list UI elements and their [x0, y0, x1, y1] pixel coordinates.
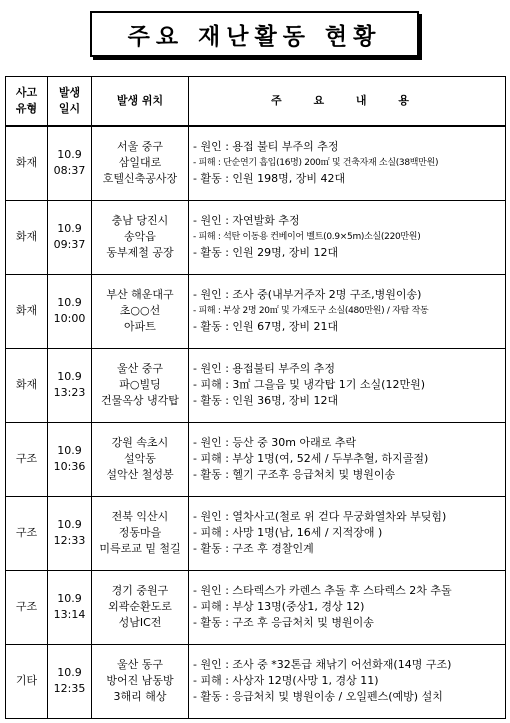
damage-line: - 피해 : 단순연기 흡입(16명) 200㎡ 및 건축자재 소실(38백만원) [193, 158, 439, 169]
incident-details [189, 422, 506, 496]
cause-line: - 원인 : 조사 중 *32톤급 채낚기 어선화재(14명 구조) [193, 658, 452, 671]
cause-line: - 원인 : 용접 불티 부주의 추정 [193, 140, 339, 154]
incident-details [189, 644, 506, 718]
incident-date: 10.9 [57, 518, 82, 531]
activity-line: - 활동 : 응급처치 및 병원이송 / 오일펜스(예방) 설치 [193, 690, 443, 703]
incident-type: 화재 [6, 348, 48, 422]
incident-time: 08:37 [53, 164, 86, 178]
incident-date: 10.9 [57, 592, 82, 605]
incident-details [189, 496, 506, 570]
table-row [6, 422, 506, 496]
activity-line: - 활동 : 인원 36명, 장비 12대 [193, 394, 339, 407]
incident-type: 기타 [6, 644, 48, 718]
incident-location [92, 200, 189, 274]
activity-line: - 활동 : 인원 29명, 장비 12대 [193, 246, 339, 259]
incident-datetime [48, 570, 92, 644]
header-main-content: 주 요 내 용 [189, 77, 506, 127]
incident-date: 10.9 [57, 148, 82, 162]
incident-datetime [48, 348, 92, 422]
incident-time: 10:36 [53, 460, 86, 473]
activity-line: - 활동 : 구조 후 경찰인계 [193, 542, 314, 555]
damage-line: - 피해 : 3㎡ 그을음 및 냉각탑 1기 소실(12만원) [193, 378, 425, 391]
damage-line: - 피해 : 부상 2명 20㎡ 및 가재도구 소실(480만원) / 자탐 작동 [193, 306, 429, 316]
disaster-activity-table [5, 76, 506, 719]
page-title: 주요 재난활동 현황 [90, 11, 419, 57]
location-line: 설악산 철성봉 [106, 468, 174, 481]
table-row [6, 570, 506, 644]
location-line: 외곽순환도로 [108, 600, 172, 613]
incident-datetime [48, 496, 92, 570]
table-row [6, 644, 506, 718]
location-line: 송악읍 [124, 230, 156, 243]
incident-type: 구조 [6, 422, 48, 496]
incident-type: 화재 [6, 126, 48, 200]
incident-location [92, 274, 189, 348]
location-line: 울산 중구 [116, 362, 163, 375]
activity-line: - 활동 : 인원 67명, 장비 21대 [193, 320, 339, 333]
location-line: 동부제철 공장 [106, 246, 174, 259]
table-row [6, 348, 506, 422]
activity-line: - 활동 : 인원 198명, 장비 42대 [193, 172, 346, 186]
incident-date: 10.9 [57, 296, 82, 309]
location-line: 아파트 [124, 320, 156, 333]
cause-line: - 원인 : 조사 중(내부거주자 2명 구조,병원이송) [193, 288, 422, 301]
incident-time: 09:37 [53, 238, 86, 251]
incident-location [92, 348, 189, 422]
incident-datetime [48, 422, 92, 496]
location-line: 전북 익산시 [111, 510, 169, 523]
location-line: 3해리 해상 [113, 690, 167, 703]
incident-type: 구조 [6, 570, 48, 644]
location-line: 충남 당진시 [111, 214, 169, 227]
table-row [6, 274, 506, 348]
cause-line: - 원인 : 등산 중 30m 아래로 추락 [193, 436, 357, 449]
incident-location [92, 496, 189, 570]
incident-datetime [48, 126, 92, 200]
incident-details [189, 200, 506, 274]
incident-time: 12:33 [53, 534, 86, 547]
incident-type: 화재 [6, 200, 48, 274]
location-line: 설악동 [124, 452, 156, 465]
incident-time: 10:00 [53, 312, 86, 325]
incident-datetime [48, 644, 92, 718]
header-incident-time: 발생 일시 [48, 77, 92, 127]
location-line: 강원 속초시 [111, 436, 169, 449]
incident-location [92, 570, 189, 644]
location-line: 정동마을 [118, 526, 162, 539]
location-line: 방어진 남동방 [106, 674, 174, 687]
damage-line: - 피해 : 부상 13명(중상1, 경상 12) [193, 600, 365, 613]
location-line: 부산 해운대구 [106, 288, 174, 301]
cause-line: - 원인 : 용접불티 부주의 추정 [193, 362, 336, 375]
table-row [6, 126, 506, 200]
incident-date: 10.9 [57, 222, 82, 235]
table-row [6, 200, 506, 274]
table-header-row [6, 77, 506, 127]
damage-line: - 피해 : 사상자 12명(사망 1, 경상 11) [193, 674, 379, 687]
location-line: 건물옥상 냉각탑 [101, 394, 179, 407]
cause-line: - 원인 : 스타렉스가 카렌스 추돌 후 스타렉스 2차 추돌 [193, 584, 452, 597]
damage-line: - 피해 : 석탄 이동용 컨베이어 벨트(0.9×5m)소실(220만원) [193, 232, 421, 242]
activity-line: - 활동 : 구조 후 응급처치 및 병원이송 [193, 616, 374, 629]
location-line: 울산 동구 [116, 658, 163, 671]
incident-type: 화재 [6, 274, 48, 348]
table-row [6, 496, 506, 570]
incident-date: 10.9 [57, 370, 82, 383]
damage-line: - 피해 : 부상 1명(여, 52세 / 두부추혈, 하지골절) [193, 452, 429, 465]
location-line: 성남IC전 [118, 616, 162, 629]
activity-line: - 활동 : 헬기 구조후 응급처치 및 병원이송 [193, 468, 396, 481]
incident-details [189, 274, 506, 348]
location-line: 호텔신축공사장 [102, 172, 178, 186]
header-incident-type: 사고 유형 [6, 77, 48, 127]
incident-datetime [48, 200, 92, 274]
incident-location [92, 644, 189, 718]
location-line: 파○빌딩 [119, 378, 161, 391]
damage-line: - 피해 : 사망 1명(남, 16세 / 지적장애 ) [193, 526, 383, 539]
header-location: 발생 위치 [92, 77, 189, 127]
incident-time: 13:14 [53, 608, 86, 621]
incident-location [92, 126, 189, 200]
incident-details [189, 348, 506, 422]
incident-date: 10.9 [57, 444, 82, 457]
incident-time: 12:35 [53, 682, 86, 695]
incident-type: 구조 [6, 496, 48, 570]
incident-location [92, 422, 189, 496]
location-line: 미륵로교 밑 철길 [99, 542, 181, 555]
location-line: 삼일대로 [118, 156, 162, 170]
location-line: 경기 중원구 [111, 584, 169, 597]
incident-date: 10.9 [57, 666, 82, 679]
incident-datetime [48, 274, 92, 348]
location-line: 초○○선 [119, 304, 161, 317]
location-line: 서울 중구 [116, 140, 163, 154]
cause-line: - 원인 : 열차사고(철로 위 걷다 무궁화열차와 부딪힘) [193, 510, 447, 523]
incident-details [189, 126, 506, 200]
incident-time: 13:23 [53, 386, 86, 399]
cause-line: - 원인 : 자연발화 추정 [193, 214, 300, 227]
incident-details [189, 570, 506, 644]
